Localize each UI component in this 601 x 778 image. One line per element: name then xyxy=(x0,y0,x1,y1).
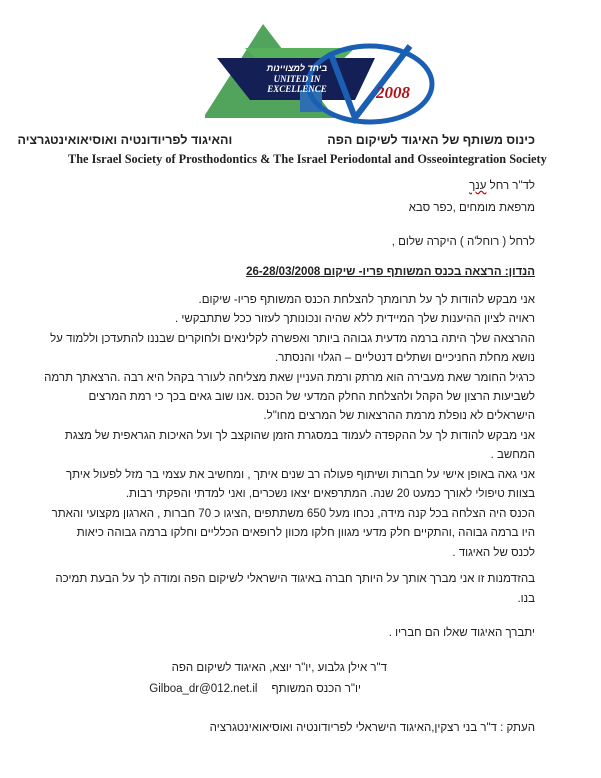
signature-line1: ד"ר אילן גלבוע ,יו"ר יוצא, האיגוד לשיקום הפה xyxy=(171,662,387,674)
body-line: אני מבקש להודות לך על ההקפדה לעמוד במסגרת הזמן שהוקצב לך ועל האיכות הגראפית של מצגת xyxy=(64,430,535,442)
body-line: נושא מחלת החניכיים ושתלים דנטליים – הגלוי והנסתר. xyxy=(275,352,535,364)
recipient-surname: ענך xyxy=(469,180,487,192)
closing-line: בנו. xyxy=(517,593,535,605)
signature-email[interactable]: Gilboa_dr@012.net.il xyxy=(149,683,258,695)
body-line: הישראלים לא נופלת מרמת ההרצאות של המרצים מחו"ל. xyxy=(263,410,535,422)
recipient-name-prefix: לד"ר רחל xyxy=(489,180,535,192)
subject-line: הנדון: הרצאה בכנס המשותף פריו- שיקום 26-28/03/2008 xyxy=(246,266,535,278)
blessing: יתברך האיגוד שאלו הם חבריו . xyxy=(388,627,535,639)
body-line: בצוות טיפולי לאורך כמעט 20 שנה. המתרפאים יצאו נשכרים, ואני למדתי והפקתי רבות. xyxy=(125,488,535,500)
body-line: ראויה לציון ההיענות שלך המיידית ללא שהיה ונכונותך לעזור ככל שתתבקשי . xyxy=(175,313,535,325)
header-english: The Israel Society of Prosthodontics & The Israel Periodontal and Osseointegration Society xyxy=(68,152,547,166)
body-line: כרגיל החומר שאת מעבירה הוא מרתק ורמת העניין שאת מצליחה לעורר בקהל היא רבה .הרצאתך תרמה xyxy=(44,372,535,384)
header-hebrew xyxy=(18,133,535,147)
body-line: היו ברמה גבוהה ,והתקיים חלק מדעי מגוון חלקו מכוון לרופאים הכלליים וחלקו ברמה גבוהה כיאות xyxy=(76,527,535,539)
body-line: ההרצאה שלך היתה ברמה מדעית גבוהה ביותר ואפשרה לקלינאים ולחוקרים שבננו להתעדכן וללמוד על xyxy=(50,333,535,345)
logo-hebrew: ביחד למצויינות xyxy=(266,63,328,73)
header-hebrew-left: כינוס משותף של האיגוד לשיקום הפה xyxy=(327,133,535,147)
header-hebrew-right: והאיגוד לפריודונטיה ואוסיאואינטגרציה xyxy=(17,133,233,147)
body-line: הכנס היה הצלחה בכל קנה מידה, נכחו מעל 650 משתתפים ,הציגו כ 70 חברות , הארגון מקצועי והאתר xyxy=(51,508,535,520)
signature-line2: יו"ר הכנס המשותף xyxy=(271,683,361,695)
body-line: המחשב . xyxy=(490,449,535,461)
cc-line: העתק : ד"ר בני רצקין,האיגוד הישראלי לפריודונטיה ואוסיאואינטגרציה xyxy=(209,722,535,734)
body-line: אני גאה באופן אישי על חברות ושיתוף פעולה רב שנים איתך , ומחשיב את עצמי בר מזל לפעול איתך xyxy=(66,469,535,481)
signature-line2-row xyxy=(149,682,361,696)
body-line: לשביעות הרצון של הקהל ולהצלחת החלק המדעי של הכנס .אנו שוב גאים בכך כי רמת המרצים xyxy=(88,391,535,403)
greeting: לרחל ( רוחל'ה ) היקרה שלום , xyxy=(391,236,535,248)
logo-line2: EXCELLENCE xyxy=(267,84,327,94)
conference-logo xyxy=(205,18,435,128)
logo-line1: UNITED IN xyxy=(273,74,321,84)
closing-line: בהזדמנות זו אני מברך אותך על היותך חברה באיגוד הישראלי לשיקום הפה ומודה לך על הבעת תמיכה xyxy=(55,573,535,585)
body-line: לכנס של האיגוד . xyxy=(452,547,535,559)
recipient-name xyxy=(469,179,535,193)
recipient-address: מרפאת מומחים ,כפר סבא xyxy=(408,202,535,214)
logo-year: 2008 xyxy=(376,83,410,102)
body-line: אני מבקש להודות לך על תרומתך להצלחת הכנס המשותף פריו- שיקום. xyxy=(198,294,535,306)
